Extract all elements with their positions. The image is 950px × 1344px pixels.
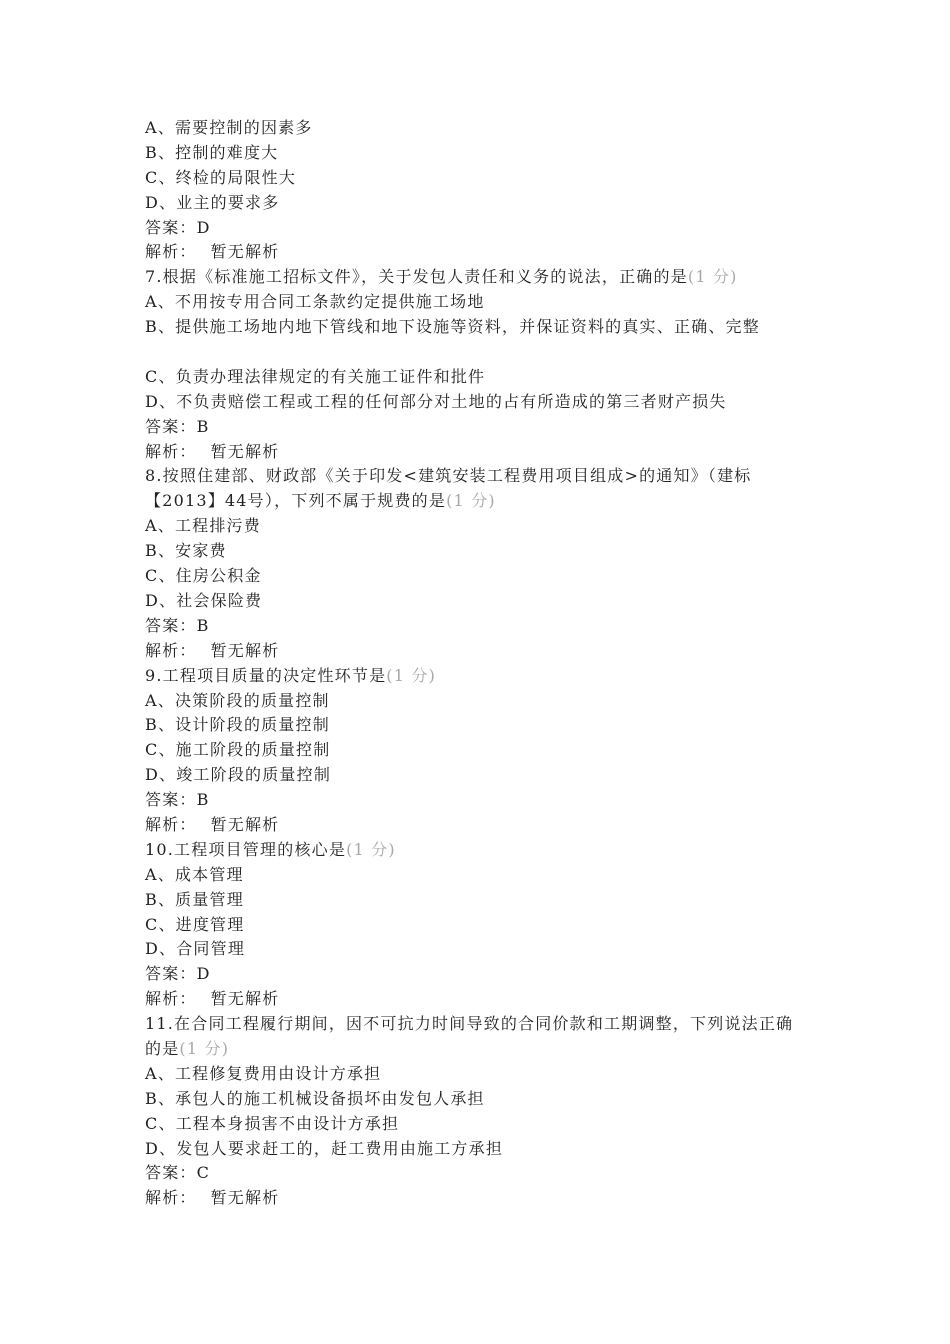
question-number: 11.: [145, 1014, 175, 1034]
question-score: (1 分): [346, 839, 396, 859]
option-b: B、承包人的施工机械设备损坏由发包人承担: [145, 1088, 485, 1108]
answer-label: 答案：: [145, 615, 197, 635]
answer-value: D: [196, 217, 211, 237]
answer-label: 答案：: [145, 416, 197, 436]
answer-label: 答案：: [145, 1163, 197, 1183]
option-d: D、业主的要求多: [145, 192, 280, 212]
option-c: C、负责办理法律规定的有关施工证件和批件: [145, 366, 486, 386]
analysis-line: [145, 1186, 810, 1211]
question-number: 7.: [145, 267, 163, 287]
question-11: [145, 1012, 810, 1211]
analysis-line: [145, 240, 810, 265]
analysis-line: [145, 813, 810, 838]
analysis-line: [145, 987, 810, 1012]
analysis-value: 暂无解析: [210, 989, 280, 1009]
answer-label: 答案：: [145, 964, 197, 984]
answer-line: [145, 216, 810, 241]
answer-value: C: [196, 1163, 211, 1183]
question-stem: [145, 664, 810, 689]
option-b: B、控制的难度大: [145, 142, 279, 162]
analysis-value: 暂无解析: [210, 640, 280, 660]
analysis-label: 解析：: [145, 814, 197, 834]
question-text: 工程项目质量的决定性环节是: [162, 665, 387, 685]
option-b: B、安家费: [145, 541, 227, 561]
option-b: B、设计阶段的质量控制: [145, 715, 330, 735]
option-d: D、不负责赔偿工程或工程的任何部分对土地的占有所造成的第三者财产损失: [145, 391, 727, 411]
option-d: D、合同管理: [145, 939, 246, 959]
option-d: D、社会保险费: [145, 590, 263, 610]
analysis-label: 解析：: [145, 640, 197, 660]
option-c: C、工程本身损害不由设计方承担: [145, 1113, 400, 1133]
answer-line: [145, 1161, 810, 1186]
question-text: 在合同工程履行期间，因不可抗力时间导致的合同价款和工期调整，下列说法正确的是: [145, 1014, 794, 1058]
question-text: 按照住建部、财政部《关于印发<建筑安装工程费用项目组成>的通知》（建标【2013】44号），下列不属于规费的是: [145, 466, 752, 511]
question-number: 8.: [145, 466, 163, 486]
answer-line: [145, 788, 810, 813]
question-6-continuation: [145, 116, 810, 265]
option-c: C、住房公积金: [145, 566, 262, 586]
option-d: D、发包人要求赶工的，赶工费用由施工方承担: [145, 1138, 504, 1158]
answer-label: 答案：: [145, 217, 197, 237]
question-score: (1 分): [179, 1039, 230, 1058]
analysis-label: 解析：: [145, 441, 197, 461]
question-9: [145, 664, 810, 838]
question-score: (1 分): [687, 267, 738, 287]
analysis-label: 解析：: [145, 989, 197, 1009]
analysis-label: 解析：: [145, 1188, 197, 1208]
answer-label: 答案：: [145, 790, 197, 810]
question-stem: [145, 265, 810, 290]
option-a: A、决策阶段的质量控制: [145, 690, 330, 710]
option-b: B、质量管理: [145, 889, 244, 909]
question-text: 工程项目管理的核心是: [174, 839, 347, 859]
answer-value: B: [196, 416, 210, 436]
analysis-value: 暂无解析: [210, 441, 280, 461]
question-stem: [145, 1012, 810, 1062]
question-stem: [145, 464, 810, 514]
question-score: (1 分): [386, 665, 437, 685]
option-a: A、不用按专用合同工条款约定提供施工场地: [145, 292, 485, 312]
answer-value: D: [196, 964, 211, 984]
option-a: A、工程修复费用由设计方承担: [145, 1063, 382, 1083]
exam-document: [145, 116, 810, 1211]
answer-value: B: [196, 790, 210, 810]
option-b: B、提供施工场地内地下管线和地下设施等资料，并保证资料的真实、正确、完整: [145, 317, 760, 337]
question-10: [145, 838, 810, 1012]
analysis-value: 暂无解析: [210, 242, 280, 262]
option-a: A、成本管理: [145, 864, 244, 884]
question-number: 9.: [145, 665, 163, 685]
answer-line: [145, 415, 810, 440]
analysis-line: [145, 440, 810, 465]
question-8: [145, 464, 810, 663]
analysis-value: 暂无解析: [210, 814, 280, 834]
option-a: A、工程排污费: [145, 516, 261, 536]
option-a: A、需要控制的因素多: [145, 118, 313, 137]
answer-line: [145, 614, 810, 639]
question-number: 10.: [145, 839, 175, 859]
question-score: (1 分): [446, 491, 496, 511]
analysis-value: 暂无解析: [210, 1188, 280, 1208]
analysis-line: [145, 639, 810, 664]
question-text: 根据《标准施工招标文件》，关于发包人责任和义务的说法，正确的是: [162, 267, 688, 287]
option-c: C、终检的局限性大: [145, 167, 297, 187]
option-d: D、竣工阶段的质量控制: [145, 765, 332, 785]
answer-line: [145, 962, 810, 987]
option-c: C、施工阶段的质量控制: [145, 740, 331, 760]
question-7: [145, 265, 810, 464]
option-c: C、进度管理: [145, 914, 245, 934]
analysis-label: 解析：: [145, 242, 197, 262]
answer-value: B: [196, 615, 210, 635]
question-stem: [145, 838, 810, 863]
